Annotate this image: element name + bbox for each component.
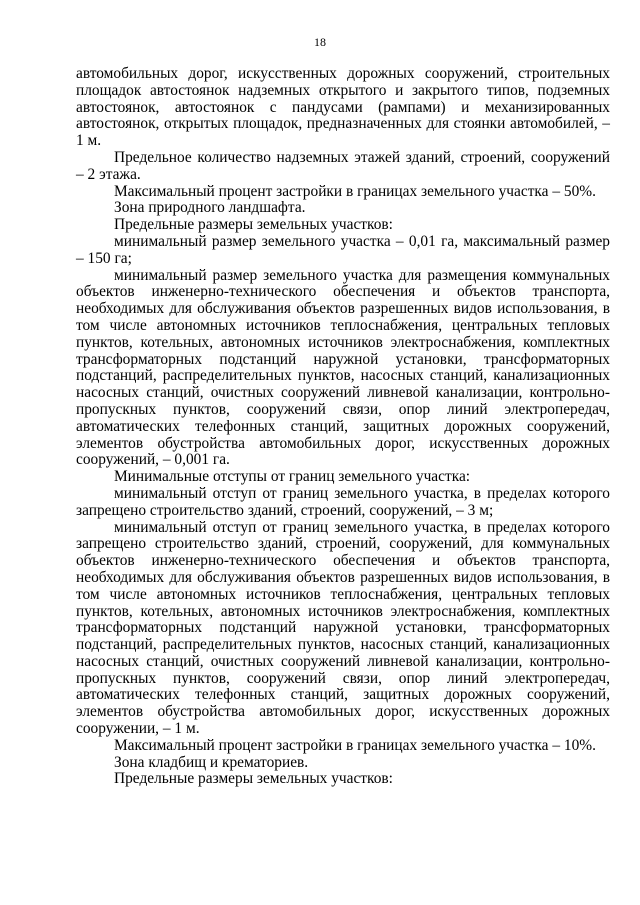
paragraph: Минимальные отступы от границ земельного участка: <box>114 468 471 486</box>
paragraph: Предельные размеры земельных участков: <box>114 216 393 234</box>
paragraph: минимальный размер земельного участка – 0,01 га, максимальный размер – 150 га; <box>76 232 610 267</box>
zone-heading: Зона кладбищ и крематориев. <box>114 753 309 771</box>
paragraph: автомобильных дорог, искусственных дорожных сооружений, строительных площадок автостоянок надземных открытого и закрытого типов, подземных автостоянок, автостоянок с пандусами (рампами) и механизированных автостоянок, открытых площадок, предназначенных для стоянки автомобилей, – 1 м. <box>76 65 610 150</box>
paragraph: минимальный размер земельного участка для размещения коммунальных объектов инженерно-технического обеспечения и объектов транспорта, необходимых для обслуживания объектов разрешенных видов использования, в том числе автономных источников теплоснабжения, центральных тепловых пунктов, котельных, автономных источников электроснабжения, комплектных трансформаторных подстанций наружной установки, трансформаторных подстанций, распределительных пунктов, насосных станций, канализационных насосных станций, очистных сооружений ливневой канализации, контрольно-пропускных пунктов, сооружений связи, опор линий электропередач, автоматических телефонных станций, защитных дорожных сооружений, элементов обустройства автомобильных дорог, искусственных дорожных сооружений, – 0,001 га. <box>76 266 610 469</box>
paragraph: минимальный отступ от границ земельного участка, в пределах которого запрещено строительство зданий, строений, сооружений, – 3 м; <box>76 484 610 519</box>
paragraph: минимальный отступ от границ земельного участка, в пределах которого запрещено строительство зданий, строений, сооружений, для коммунальных объектов инженерно-технического обеспечения и объектов транспорта, необходимых для обслуживания объектов разрешенных видов использования, в том числе автономных источников теплоснабжения, центральных тепловых пунктов, котельных, автономных источников электроснабжения, комплектных трансформаторных подстанций наружной установки, трансформаторных подстанций, распределительных пунктов, насосных станций, канализационных насосных станций, очистных сооружений ливневой канализации, контрольно-пропускных пунктов, сооружений связи, опор линий электропередач, автоматических телефонных станций, защитных дорожных сооружений, элементов обустройства автомобильных дорог, искусственных дорожных сооружении, – 1 м. <box>76 518 610 738</box>
zone-heading: Зона природного ландшафта. <box>114 199 306 217</box>
paragraph: Предельное количество надземных этажей зданий, строений, сооружений – 2 этажа. <box>76 148 610 183</box>
paragraph: Максимальный процент застройки в границах земельного участка – 50%. <box>114 182 596 200</box>
paragraph: Максимальный процент застройки в границах земельного участка – 10%. <box>114 736 596 754</box>
paragraph: Предельные размеры земельных участков: <box>114 770 393 788</box>
page-number: 18 <box>314 35 326 49</box>
document-body <box>76 66 610 788</box>
